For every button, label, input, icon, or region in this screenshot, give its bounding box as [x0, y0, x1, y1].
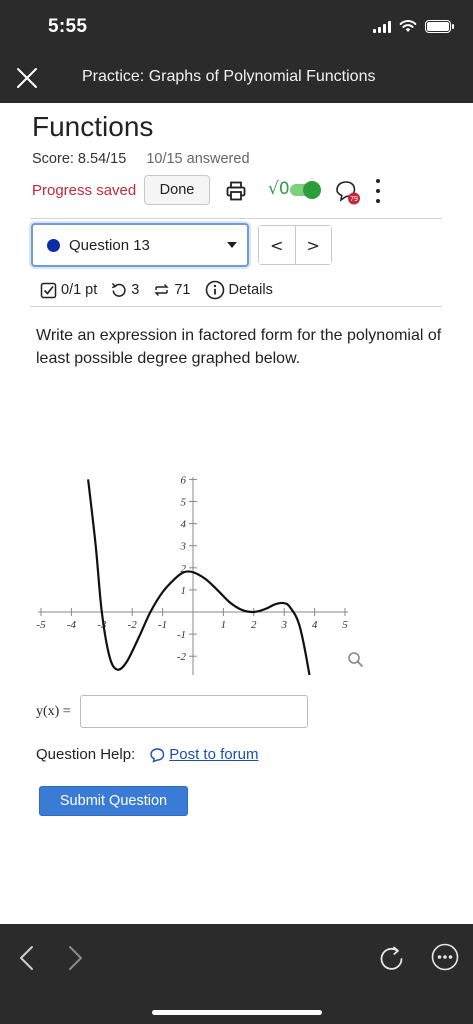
next-question-button[interactable]: > — [296, 226, 332, 264]
close-icon[interactable] — [14, 65, 40, 91]
divider — [30, 306, 442, 307]
checkbox-icon — [40, 282, 57, 299]
nav-title: Practice: Graphs of Polynomial Functions — [82, 68, 376, 85]
question-select[interactable] — [31, 223, 249, 267]
message-badge: 79 — [350, 196, 358, 203]
more-vertical-icon[interactable] — [374, 179, 382, 203]
print-icon[interactable] — [226, 181, 246, 201]
points-meta — [40, 282, 97, 299]
x-tick-label: -3 — [97, 619, 107, 631]
x-tick-label: -4 — [66, 619, 76, 631]
retries-meta — [111, 282, 139, 298]
y-tick-label: 1 — [180, 584, 186, 597]
x-tick-label: -1 — [158, 619, 168, 631]
status-icons — [373, 19, 451, 33]
attempts-icon — [153, 282, 170, 298]
reload-icon[interactable] — [378, 944, 406, 972]
forum-icon — [149, 747, 165, 763]
x-tick-label: 4 — [311, 619, 318, 631]
divider — [30, 218, 442, 219]
zoom-icon[interactable] — [349, 653, 362, 666]
answer-input[interactable] — [80, 695, 308, 728]
message-icon[interactable] — [334, 179, 360, 205]
chevron-down-icon — [227, 242, 237, 248]
back-icon[interactable] — [16, 944, 38, 972]
points-text: 0/1 pt — [61, 282, 98, 298]
x-tick-label: 3 — [281, 619, 287, 631]
help-label: Question Help: — [36, 746, 136, 763]
y-tick-label: 5 — [180, 496, 186, 509]
meta-row — [40, 279, 287, 301]
progress-row — [32, 175, 442, 207]
details-link[interactable] — [205, 280, 273, 300]
info-icon — [205, 280, 225, 300]
attempts-meta — [153, 282, 190, 298]
y-tick-label: 3 — [180, 540, 186, 553]
question-help — [36, 746, 258, 763]
math-toggle-label: √0 — [268, 179, 290, 199]
details-text: Details — [228, 282, 273, 298]
signal-icon — [373, 20, 391, 33]
question-pager — [258, 225, 332, 265]
more-horizontal-icon[interactable] — [430, 942, 460, 972]
status-time: 5:55 — [48, 16, 88, 37]
nav-bar — [0, 55, 473, 103]
x-tick-label: 2 — [251, 619, 257, 631]
graph-axes — [38, 477, 348, 675]
status-bar — [0, 0, 473, 55]
x-tick-label: -2 — [127, 619, 137, 631]
y-tick-label: 4 — [180, 518, 186, 531]
answer-row — [36, 693, 316, 729]
y-tick-label — [177, 673, 187, 675]
question-status-dot — [47, 239, 60, 252]
wifi-icon — [399, 19, 417, 33]
forward-icon[interactable] — [64, 944, 86, 972]
post-to-forum-link[interactable]: Post to forum — [169, 746, 259, 763]
y-tick-label: 2 — [180, 562, 186, 575]
score-row — [32, 151, 250, 167]
page-title: Functions — [32, 111, 154, 142]
browser-toolbar — [0, 924, 473, 1024]
question-text: Write an expression in factored form for the polynomial of least possible degree graphed below. — [36, 327, 442, 367]
answer-label: y(x) = — [36, 704, 71, 719]
polynomial-curve — [88, 479, 318, 675]
y-tick-label: -2 — [176, 651, 186, 664]
prev-question-button[interactable]: < — [259, 226, 296, 264]
x-tick-label: -5 — [36, 619, 46, 631]
answered-text: 10/15 answered — [146, 151, 250, 167]
progress-saved-text: Progress saved — [32, 182, 137, 199]
x-tick-label: 1 — [220, 619, 227, 631]
submit-question-button[interactable]: Submit Question — [39, 786, 188, 816]
attempts-text: 71 — [174, 282, 191, 298]
y-tick-label: 6 — [180, 474, 186, 487]
retry-icon — [111, 282, 127, 298]
retries-text: 3 — [131, 282, 140, 298]
graph-ticks — [36, 474, 348, 675]
math-toggle[interactable] — [290, 184, 318, 196]
x-tick-label: 5 — [342, 619, 348, 631]
y-tick-label: -1 — [176, 629, 186, 642]
polynomial-graph — [30, 390, 375, 675]
question-select-label: Question 13 — [69, 237, 150, 254]
score-text: Score: 8.54/15 — [32, 151, 127, 167]
battery-icon — [425, 20, 451, 33]
done-button[interactable]: Done — [144, 175, 210, 205]
home-indicator — [152, 1010, 322, 1015]
